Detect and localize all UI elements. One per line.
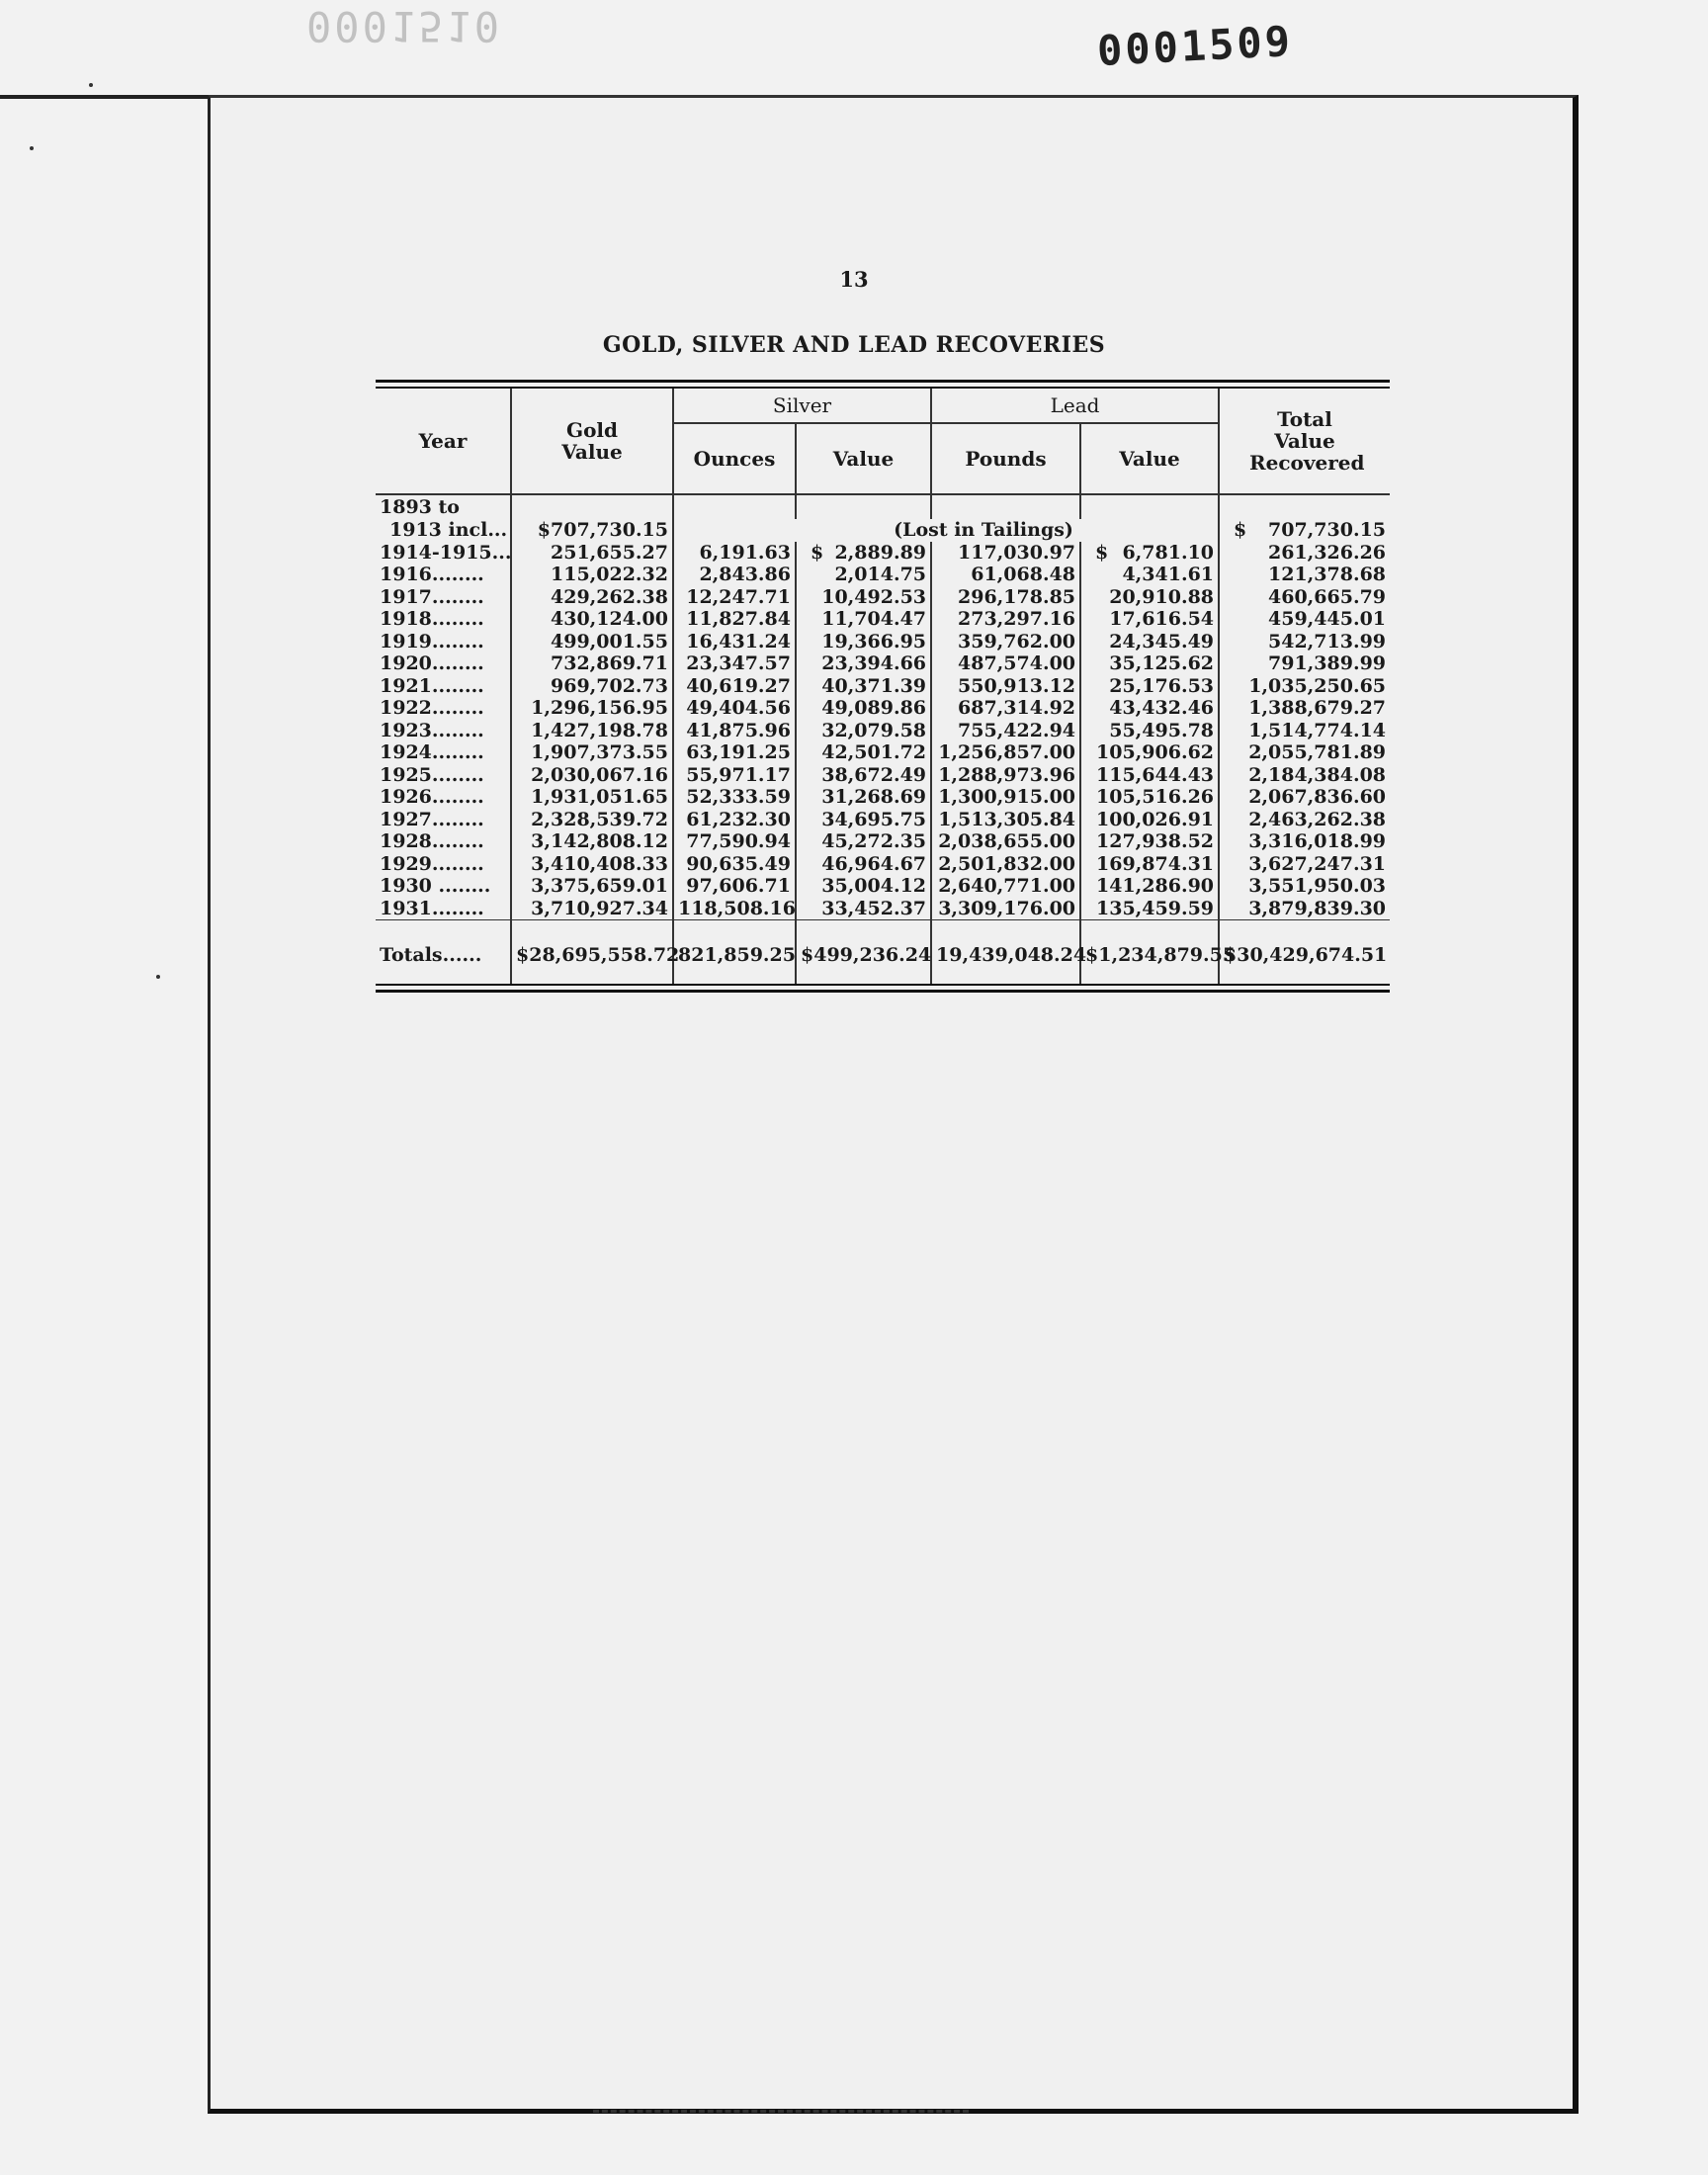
silver-value-cell: 11,704.47 [821, 608, 927, 630]
lead-value-cell: 115,644.43 [1096, 763, 1215, 786]
year-cell: 1893 to [380, 495, 460, 518]
lead-value-cell: 105,906.62 [1096, 741, 1215, 763]
year-cell: 1918........ [380, 608, 484, 630]
silver-ounces-cell: 90,635.49 [686, 852, 791, 875]
gold-cell: 1,931,051.65 [531, 786, 668, 808]
year-cell: 1927........ [380, 808, 484, 830]
silver-ounces-cell: 52,333.59 [686, 786, 791, 808]
table-row [376, 898, 1390, 920]
silver-ounces-cell: 23,347.57 [686, 652, 791, 674]
silver-value-cell: 2,014.75 [834, 564, 927, 585]
silver-value-cell: 38,672.49 [821, 763, 927, 786]
table-row [376, 853, 1390, 876]
gold-cell: 1,907,373.55 [531, 741, 668, 763]
lead-value-cell: 4,341.61 [1122, 564, 1215, 585]
lead-pounds-cell: 487,574.00 [958, 652, 1076, 674]
total-cell: 121,378.68 [1268, 564, 1387, 585]
silver-ounces-cell: 63,191.25 [686, 741, 791, 763]
silver-ounces-cell: 11,827.84 [686, 608, 791, 630]
total-cell: 1,388,679.27 [1248, 697, 1387, 719]
header-total-value: Total Value Recovered [1219, 389, 1390, 494]
header-lead: Lead [931, 389, 1219, 423]
lead-value-cell: 141,286.90 [1096, 875, 1215, 897]
year-cell: 1914-1915... [380, 541, 512, 564]
lead-value-cell: 105,516.26 [1096, 786, 1215, 808]
silver-value-cell: 46,964.67 [821, 852, 927, 875]
year-cell: 1924........ [380, 741, 484, 763]
scan-speck [30, 146, 34, 150]
total-cell: 2,463,262.38 [1248, 808, 1387, 830]
lead-value-cell: 20,910.88 [1109, 585, 1215, 608]
table-row [376, 652, 1390, 675]
silver-value-cell: 19,366.95 [821, 630, 927, 652]
silver-value-cell: 32,079.58 [821, 719, 927, 741]
year-cell: 1922........ [380, 697, 484, 719]
table-row [376, 830, 1390, 853]
dollar-sign: $ [1095, 541, 1109, 564]
gold-cell: 115,022.32 [551, 564, 668, 585]
silver-value-cell: 31,268.69 [821, 786, 927, 808]
totals-silver-ounces: 821,859.25 [673, 920, 796, 970]
lead-pounds-cell: 2,501,832.00 [938, 852, 1076, 875]
lead-value-cell: 135,459.59 [1096, 897, 1215, 919]
lead-pounds-cell: 687,314.92 [958, 697, 1076, 719]
lead-pounds-cell: 3,309,176.00 [938, 897, 1076, 919]
year-cell: 1926........ [380, 786, 484, 808]
silver-ounces-cell: 40,619.27 [686, 674, 791, 697]
year-cell: 1921........ [380, 674, 484, 697]
left-edge-rule [0, 95, 210, 99]
silver-value-cell: 35,004.12 [821, 875, 927, 897]
year-cell: 1913 incl... [389, 519, 508, 541]
totals-total-value: $30,429,674.51 [1219, 920, 1390, 970]
table-top-rule [376, 380, 1390, 389]
silver-ounces-cell: 12,247.71 [686, 585, 791, 608]
year-cell: 1917........ [380, 585, 484, 608]
stamp-number: 0001509 [1095, 16, 1295, 76]
silver-ounces-cell: 61,232.30 [686, 808, 791, 830]
table-row [376, 697, 1390, 720]
year-cell: 1930 ........ [380, 875, 491, 897]
silver-value-cell: 45,272.35 [821, 830, 927, 852]
silver-value-cell: 42,501.72 [821, 741, 927, 763]
lead-pounds-cell: 2,038,655.00 [938, 830, 1076, 852]
total-cell: 1,035,250.65 [1248, 674, 1387, 697]
lead-pounds-cell: 117,030.97 [958, 541, 1076, 564]
silver-value-cell: 34,695.75 [821, 808, 927, 830]
totals-silver-value: $499,236.24 [796, 920, 931, 970]
total-cell: 542,713.99 [1268, 630, 1387, 652]
silver-ounces-cell: 97,606.71 [686, 875, 791, 897]
lead-pounds-cell: 61,068.48 [971, 564, 1076, 585]
table-row [376, 875, 1390, 898]
gold-cell: 1,296,156.95 [531, 697, 668, 719]
lead-value-cell: 6,781.10 [1122, 541, 1215, 564]
header-silver-ounces: Ounces [673, 423, 796, 494]
total-cell: 460,665.79 [1268, 585, 1387, 608]
lead-value-cell: 169,874.31 [1096, 852, 1215, 875]
year-cell: 1916........ [380, 564, 484, 585]
header-silver-value: Value [796, 423, 931, 494]
table-row [376, 809, 1390, 831]
year-cell: 1919........ [380, 630, 484, 652]
gold-cell: 251,655.27 [551, 541, 668, 564]
lead-pounds-cell: 755,422.94 [958, 719, 1076, 741]
table-row [376, 542, 1390, 565]
lead-pounds-cell: 273,297.16 [958, 608, 1076, 630]
lead-value-cell: 17,616.54 [1109, 608, 1215, 630]
page-title: GOLD, SILVER AND LEAD RECOVERIES [602, 332, 1106, 358]
table-row [376, 586, 1390, 609]
table-row [376, 764, 1390, 787]
gold-cell: 2,030,067.16 [531, 763, 668, 786]
total-cell: 261,326.26 [1268, 541, 1387, 564]
table-row [376, 675, 1390, 698]
lead-pounds-cell: 296,178.85 [958, 585, 1076, 608]
gold-cell: 3,410,408.33 [531, 852, 668, 875]
gold-cell: 429,262.38 [551, 585, 668, 608]
scan-speck [89, 83, 93, 87]
gold-cell: 2,328,539.72 [531, 808, 668, 830]
recoveries-table [376, 380, 1390, 993]
year-cell: 1920........ [380, 652, 484, 674]
faded-stamp-number: 0001510 [306, 2, 503, 50]
gold-cell: 499,001.55 [551, 630, 668, 652]
silver-ounces-cell: 2,843.86 [699, 564, 791, 585]
total-cell: 1,514,774.14 [1248, 719, 1387, 741]
silver-ounces-cell: 77,590.94 [686, 830, 791, 852]
page-number: 13 [839, 267, 869, 292]
gold-cell: 3,375,659.01 [531, 875, 668, 897]
silver-ounces-cell: 16,431.24 [686, 630, 791, 652]
lead-pounds-cell: 1,288,973.96 [938, 763, 1076, 786]
total-cell: 791,389.99 [1268, 652, 1387, 674]
lead-pounds-cell: 550,913.12 [958, 674, 1076, 697]
year-cell: 1928........ [380, 830, 484, 852]
lead-pounds-cell: 359,762.00 [958, 630, 1076, 652]
silver-ounces-cell: 55,971.17 [686, 763, 791, 786]
total-cell: 3,627,247.31 [1248, 852, 1387, 875]
total-cell: 707,730.15 [1268, 519, 1387, 541]
dollar-sign: $ [1234, 519, 1247, 541]
year-cell: 1923........ [380, 719, 484, 741]
lead-value-cell: 55,495.78 [1109, 719, 1215, 741]
lead-pounds-cell: 1,300,915.00 [938, 786, 1076, 808]
lead-value-cell: 24,345.49 [1109, 630, 1215, 652]
footer-dashed-rule [593, 2110, 969, 2113]
silver-value-cell: 2,889.89 [834, 541, 927, 564]
gold-cell: 3,710,927.34 [531, 897, 668, 919]
header-year: Year [418, 429, 468, 453]
total-cell: 3,316,018.99 [1248, 830, 1387, 852]
gold-cell: 430,124.00 [551, 608, 668, 630]
year-cell: 1925........ [380, 763, 484, 786]
totals-row [376, 920, 1390, 970]
dollar-sign: $ [811, 541, 824, 564]
header-gold-value: Gold Value [511, 389, 673, 494]
lead-value-cell: 100,026.91 [1096, 808, 1215, 830]
table-row [376, 741, 1390, 764]
silver-value-cell: 40,371.39 [821, 674, 927, 697]
table-row [376, 786, 1390, 809]
lead-value-cell: 127,938.52 [1096, 830, 1215, 852]
lead-pounds-cell: 1,256,857.00 [938, 741, 1076, 763]
table-row [376, 631, 1390, 653]
silver-value-cell: 33,452.37 [821, 897, 927, 919]
total-cell: 459,445.01 [1268, 608, 1387, 630]
header-lead-pounds: Pounds [931, 423, 1080, 494]
total-cell: 2,067,836.60 [1248, 786, 1387, 808]
total-cell: 3,551,950.03 [1248, 875, 1387, 897]
header-silver: Silver [673, 389, 931, 423]
silver-value-cell: 49,089.86 [821, 697, 927, 719]
lead-value-cell: 25,176.53 [1109, 674, 1215, 697]
silver-value-cell: 23,394.66 [821, 652, 927, 674]
totals-label: Totals...... [380, 943, 482, 966]
gold-cell: 969,702.73 [551, 674, 668, 697]
lead-pounds-cell: 1,513,305.84 [938, 808, 1076, 830]
year-cell: 1929........ [380, 852, 484, 875]
silver-ounces-cell: 49,404.56 [686, 697, 791, 719]
lead-value-cell: 43,432.46 [1109, 697, 1215, 719]
silver-value-cell: 10,492.53 [821, 585, 927, 608]
lead-value-cell: 35,125.62 [1109, 652, 1215, 674]
total-cell: 2,055,781.89 [1248, 741, 1387, 763]
silver-ounces-cell: 6,191.63 [699, 541, 791, 564]
totals-gold: $28,695,558.72 [511, 920, 673, 970]
table-row [376, 608, 1390, 631]
header-lead-value: Value [1080, 423, 1219, 494]
gold-cell: 732,869.71 [551, 652, 668, 674]
table-row [376, 519, 1390, 542]
silver-ounces-cell: 41,875.96 [686, 719, 791, 741]
table-bottom-rule [376, 984, 1390, 993]
scan-speck [156, 975, 160, 979]
lost-in-tailings-note: (Lost in Tailings) [673, 519, 1219, 542]
lead-pounds-cell: 2,640,771.00 [938, 875, 1076, 897]
total-cell: 3,879,839.30 [1248, 897, 1387, 919]
table-row [376, 720, 1390, 742]
gold-cell: $707,730.15 [511, 519, 673, 542]
gold-cell: 1,427,198.78 [531, 719, 668, 741]
totals-lead-value: $1,234,879.55 [1080, 920, 1219, 970]
year-cell: 1931........ [380, 897, 484, 919]
totals-lead-pounds: 19,439,048.24 [931, 920, 1080, 970]
table-row [376, 564, 1390, 586]
gold-cell: 3,142,808.12 [531, 830, 668, 852]
silver-ounces-cell: 118,508.16 [678, 897, 796, 919]
total-cell: 2,184,384.08 [1248, 763, 1387, 786]
